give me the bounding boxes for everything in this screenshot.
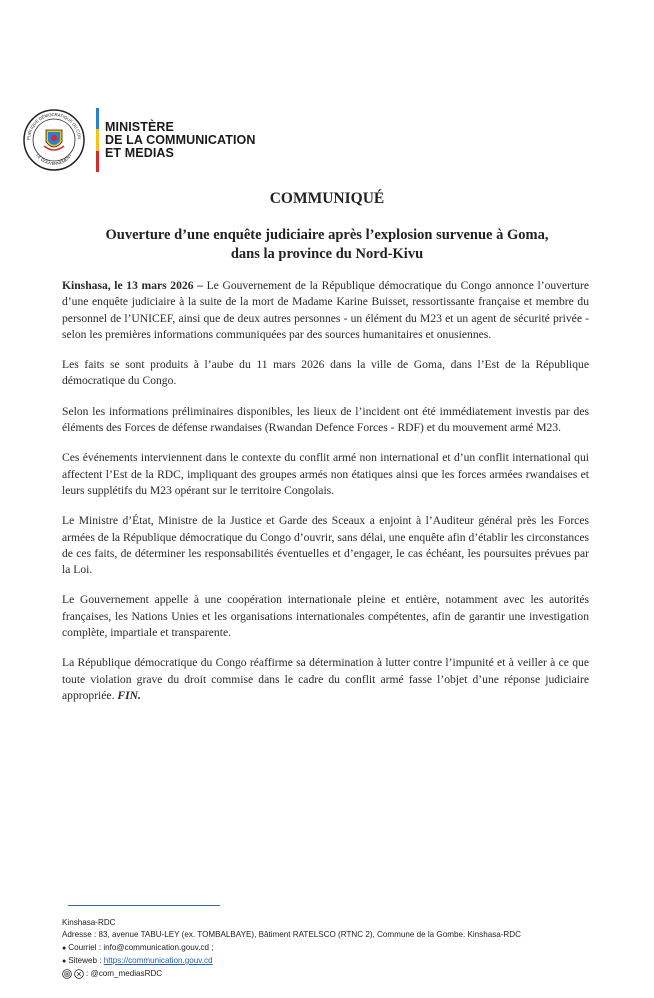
communique-body	[62, 278, 589, 718]
seal-bottom-text: LE GOUVERNEMENT	[35, 152, 73, 167]
paragraph-5: Le Ministre d’État, Ministre de la Justice et Garde des Sceaux a enjoint à l’Auditeur général près les Forces armées de la République démocratique du Congo d’ouvrir, sans délai, une enquête afin d’établir les circonstances de ces faits, de déterminer les responsabilités éventuelles et d’engager, le cas échéant, les poursuites prévues par la Loi.	[62, 514, 589, 577]
footer-city: Kinshasa-RDC	[62, 918, 116, 927]
twitter-icon[interactable]	[74, 969, 84, 979]
bullet-icon: ●	[62, 944, 67, 952]
paragraph-4: Ces événements interviennent dans le contexte du conflit armé non international et d’un conflit international qui affectent l’Est de la RDC, impliquant des groupes armés non étatiques ainsi que les forces armées rwandaises et leurs supplétifs du M23 opérant sur le territoire Congolais.	[62, 451, 589, 497]
government-seal-icon	[22, 108, 86, 172]
ministry-line-3: ET MEDIAS	[105, 145, 174, 160]
ministry-name	[105, 121, 256, 160]
website-link[interactable]: https://communication.gouv.cd	[103, 955, 213, 965]
flag-stripe-yellow	[96, 129, 99, 150]
paragraph-6: Le Gouvernement appelle à une coopération internationale pleine et entière, notamment avec les autorités françaises, les Nations Unies et les organisations internationales compétentes, afin de garantir une investigation complète, impartiale et transparente.	[62, 593, 589, 640]
bullet-icon: ●	[62, 957, 67, 965]
paragraph-2: Les faits se sont produits à l’aube du 11 mars 2026 dans la ville de Goma, dans l’Est de la République démocratique du Congo.	[62, 358, 589, 388]
footer-site-row	[62, 955, 622, 968]
seal-top-text: PUBLIQUE DÉMOCRATIQUE DU CON	[25, 111, 83, 141]
paragraph-1	[62, 278, 589, 343]
paragraph-7-text: La République démocratique du Congo réaffirme sa détermination à lutter contre l’impunité et à veiller à ce que toute violation grave du droit commise dans le cadre du conflit armé fasse l’objet d’une réponse judiciaire appropriée.	[62, 656, 589, 702]
footer-email-row	[62, 942, 622, 955]
footer-divider	[68, 905, 220, 906]
footer-address: Adresse : 83, avenue TABU-LEY (ex. TOMBALBAYE), Bâtiment RATELSCO (RTNC 2), Commune de la Gombe. Kinshasa-RDC	[62, 930, 521, 940]
dateline: Kinshasa, le 13 mars 2026 –	[62, 279, 203, 292]
page-subtitle	[80, 226, 574, 264]
footer-social-row	[62, 968, 622, 980]
instagram-icon[interactable]	[62, 969, 72, 979]
email-label: Courriel :	[68, 942, 104, 952]
flag-color-bar	[96, 108, 99, 172]
flag-stripe-blue	[96, 108, 99, 129]
paragraph-1-text: Le Gouvernement de la République démocratique du Congo annonce l’ouverture d’une enquête judiciaire à la suite de la mort de Madame Karine Buisset, ressortissante française et membre du personnel de l’UNICEF, ainsi que de deux autres personnes - un élément du M23 et un agent de sécurité privée - selon les premières informations communiquées par des sources humanitaires et onusiennes.	[62, 279, 589, 341]
ministry-line-2: DE LA COMMUNICATION	[105, 132, 256, 147]
site-label: Siteweb :	[68, 955, 104, 965]
letterhead	[22, 108, 256, 172]
paragraph-7	[62, 655, 589, 704]
email-address[interactable]: info@communication.gouv.cd ;	[103, 942, 214, 952]
social-handle[interactable]: : @com_mediasRDC	[86, 969, 163, 979]
ministry-line-1: MINISTÈRE	[105, 119, 174, 134]
paragraph-3: Selon les informations préliminaires disponibles, les lieux de l’incident ont été immédiatement investis par des éléments des Forces de défense rwandaises (Rwandan Defence Forces - RDF) et du mouvement armé M23.	[62, 404, 589, 435]
subtitle-line-1: Ouverture d’une enquête judiciaire après l’explosion survenue à Goma,	[105, 227, 549, 243]
flag-stripe-red	[96, 151, 99, 172]
footer	[62, 917, 622, 980]
page-title: COMMUNIQUÉ	[269, 190, 385, 207]
subtitle-line-2: dans la province du Nord-Kivu	[230, 246, 424, 262]
closing-fin: FIN.	[117, 688, 141, 702]
